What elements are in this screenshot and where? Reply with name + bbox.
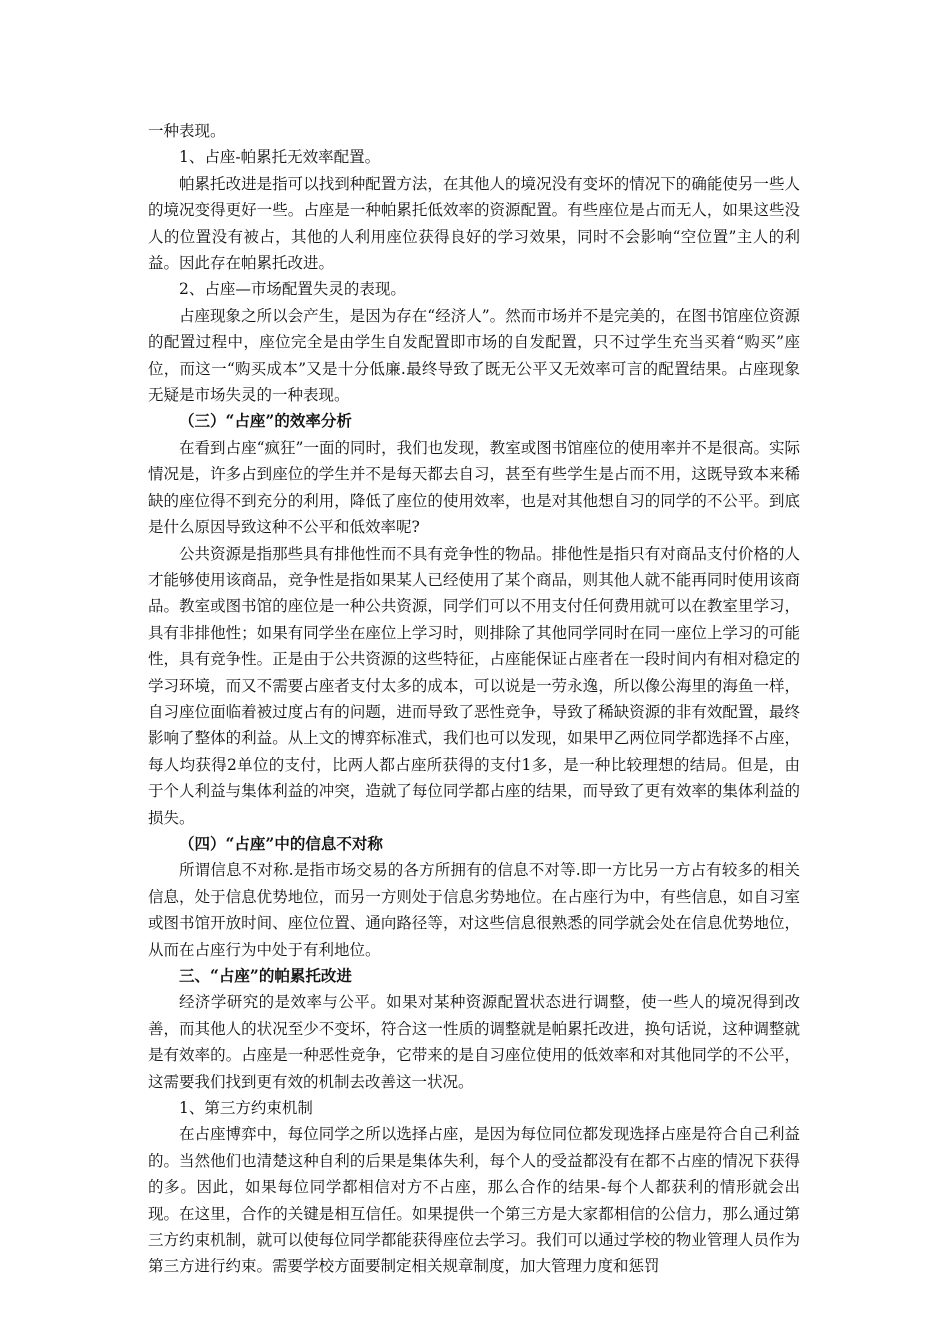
section-heading-pareto-improvement: 三、“占座”的帕累托改进 [179,966,352,985]
paragraph: 帕累托改进是指可以找到种配置方法，在其他人的境况没有变坏的情况下的确能使另一些人的境况变得更好一些。占座是一种帕累托低效率的资源配置。有些座位是占而无人，如果这些没人的位置没有被占，其他的人利用座位获得良好的学习效果，同时不会影响“空位置”主人的利益。因此存在帕累托改进。 [148,174,800,273]
paragraph: 所谓信息不对称.是指市场交易的各方所拥有的信息不对等.即一方比另一方占有较多的相关信息，处于信息优势地位，而另一方则处于信息劣势地位。在占座行为中，有些信息，如自习室或图书馆开放时间、座位位置、通向路径等，对这些信息很熟悉的同学就会处在信息优势地位，从而在占座行为中处于有利地位。 [148,861,800,959]
list-item-market-failure: 2、占座—市场配置失灵的表现。 [179,280,406,299]
paragraph: 一种表现。 [148,122,226,140]
paragraph: 占座现象之所以会产生，是因为存在“经济人”。然而市场并不是完美的，在图书馆座位资源的配置过程中，座位完全是由学生自发配置即市场的自发配置，只不过学生充当买着“购买”座位，而这一“购买成本”又是十分低廉.最终导致了既无公平又无效率可言的配置结果。占座现象无疑是市场失灵的一种表现。 [148,306,800,405]
document-page [148,118,800,1280]
list-item-pareto-inefficiency: 1、占座-帕累托无效率配置。 [179,148,381,167]
paragraph: 公共资源是指那些具有排他性而不具有竞争性的物品。排他性是指只有对商品支付价格的人才能够使用该商品，竞争性是指如果某人已经使用了某个商品，则其他人就不能再同时使用该商品。教室或图书馆的座位是一种公共资源，同学们可以不用支付任何费用就可以在教室里学习，具有非排他性；如果有同学坐在座位上学习时，则排除了其他同学同时在同一座位上学习的可能性，具有竞争性。正是由于公共资源的这些特征，占座能保证占座者在一段时间内有相对稳定的学习环境，而又不需要占座者支付太多的成本，可以说是一劳永逸，所以像公海里的海鱼一样，自习座位面临着被过度占有的问题，进而导致了恶性竞争，导致了稀缺资源的非有效配置，最终影响了整体的利益。从上文的博弈标准式，我们也可以发现，如果甲乙两位同学都选择不占座，每人均获得2单位的支付，比两人都占座所获得的支付1多，是一种比较理想的结局。但是，由于个人利益与集体利益的冲突，造就了每位同学都占座的结果，而导致了更有效率的集体利益的损失。 [148,544,800,827]
section-heading-efficiency: （三）“占座”的效率分析 [179,411,352,431]
paragraph: 在占座博弈中，每位同学之所以选择占座，是因为每位同位都发现选择占座是符合自己利益的。当然他们也清楚这种自利的后果是集体失利，每个人的受益都没有在都不占座的情况下获得的多。因此，如果每位同学都相信对方不占座，那么合作的结果-每个人都获利的情形就会出现。在这里，合作的关键是相互信任。如果提供一个第三方是大家都相信的公信力，那么通过第三方约束机制，就可以使每位同学都能获得座位去学习。我们可以通过学校的物业管理人员作为第三方进行约束。需要学校方面要制定相关规章制度，加大管理力度和惩罚 [148,1125,800,1276]
list-item-third-party: 1、第三方约束机制 [179,1099,313,1118]
paragraph: 在看到占座“疯狂”一面的同时，我们也发现，教室或图书馆座位的使用率并不是很高。实际情况是，许多占到座位的学生并不是每天都去自习，甚至有些学生是占而不用，这既导致本来稀缺的座位得不到充分的利用，降低了座位的使用效率，也是对其他想自习的同学的不公平。到底是什么原因导致这种不公平和低效率呢? [148,438,800,537]
paragraph: 经济学研究的是效率与公平。如果对某种资源配置状态进行调整，使一些人的境况得到改善，而其他人的状况至少不变坏，符合这一性质的调整就是帕累托改进，换句话说，这种调整就是有效率的。占座是一种恶性竞争，它带来的是自习座位使用的低效率和对其他同学的不公平，这需要我们找到更有效的机制去改善这一状况。 [148,993,800,1091]
section-heading-information-asymmetry: （四）“占座”中的信息不对称 [179,833,383,853]
